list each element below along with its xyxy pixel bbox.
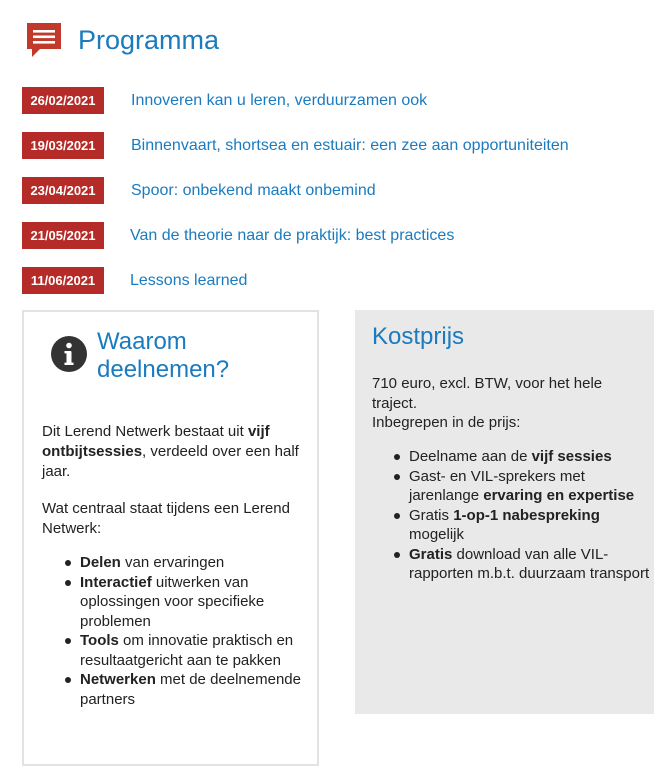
session-link[interactable]: Lessons learned bbox=[130, 271, 248, 289]
cost-panel bbox=[355, 310, 654, 714]
cost-text: 710 euro, excl. BTW, voor het hele traject. Inbegrepen in de prijs: bbox=[372, 375, 603, 431]
session-link[interactable]: Innoveren kan u leren, verduurzamen ook bbox=[131, 91, 428, 109]
why-participate-panel bbox=[22, 310, 319, 766]
info-icon bbox=[50, 335, 88, 373]
session-link[interactable]: Spoor: onbekend maakt onbemind bbox=[131, 181, 376, 199]
session-link[interactable]: Binnenvaart, shortsea en estuair: een zee aan opportuniteiten bbox=[131, 136, 569, 154]
why-list bbox=[60, 553, 310, 709]
list-item: Gast- en VIL-sprekers met jarenlange ervaring en expertise bbox=[409, 467, 654, 506]
cost-list bbox=[389, 447, 654, 584]
why-heading: Waarom deelnemen? bbox=[97, 328, 230, 383]
date-badge: 11/06/2021 bbox=[22, 267, 104, 294]
why-subintro: Wat centraal staat tijdens een Lerend Netwerk: bbox=[42, 500, 290, 537]
date-badge: 23/04/2021 bbox=[22, 177, 104, 204]
list-item: Gratis download van alle VIL-rapporten m.b.t. duurzaam transport bbox=[409, 545, 654, 584]
schedule-row bbox=[22, 267, 247, 294]
speech-bubble-icon bbox=[24, 20, 64, 60]
schedule-row bbox=[22, 222, 454, 249]
schedule-row bbox=[22, 177, 376, 204]
list-item: Delen van ervaringen bbox=[80, 553, 310, 573]
why-intro: Dit Lerend Netwerk bestaat uit vijf ontbijtsessies, verdeeld over een half jaar. bbox=[42, 423, 299, 480]
page-header bbox=[24, 18, 219, 62]
list-item: Tools om innovatie praktisch en resultaatgericht aan te pakken bbox=[80, 631, 310, 670]
list-item: Netwerken met de deelnemende partners bbox=[80, 670, 310, 709]
date-badge: 26/02/2021 bbox=[22, 87, 104, 114]
schedule-row bbox=[22, 87, 427, 114]
date-badge: 21/05/2021 bbox=[22, 222, 104, 249]
list-item: Deelname aan de vijf sessies bbox=[409, 447, 654, 467]
list-item: Interactief uitwerken van oplossingen voor specifieke problemen bbox=[80, 573, 310, 632]
list-item: Gratis 1-op-1 nabespreking mogelijk bbox=[409, 506, 654, 545]
date-badge: 19/03/2021 bbox=[22, 132, 104, 159]
schedule-row bbox=[22, 132, 569, 159]
session-link[interactable]: Van de theorie naar de praktijk: best practices bbox=[130, 226, 455, 244]
page-title: Programma bbox=[78, 24, 220, 55]
cost-heading: Kostprijs bbox=[372, 323, 465, 350]
